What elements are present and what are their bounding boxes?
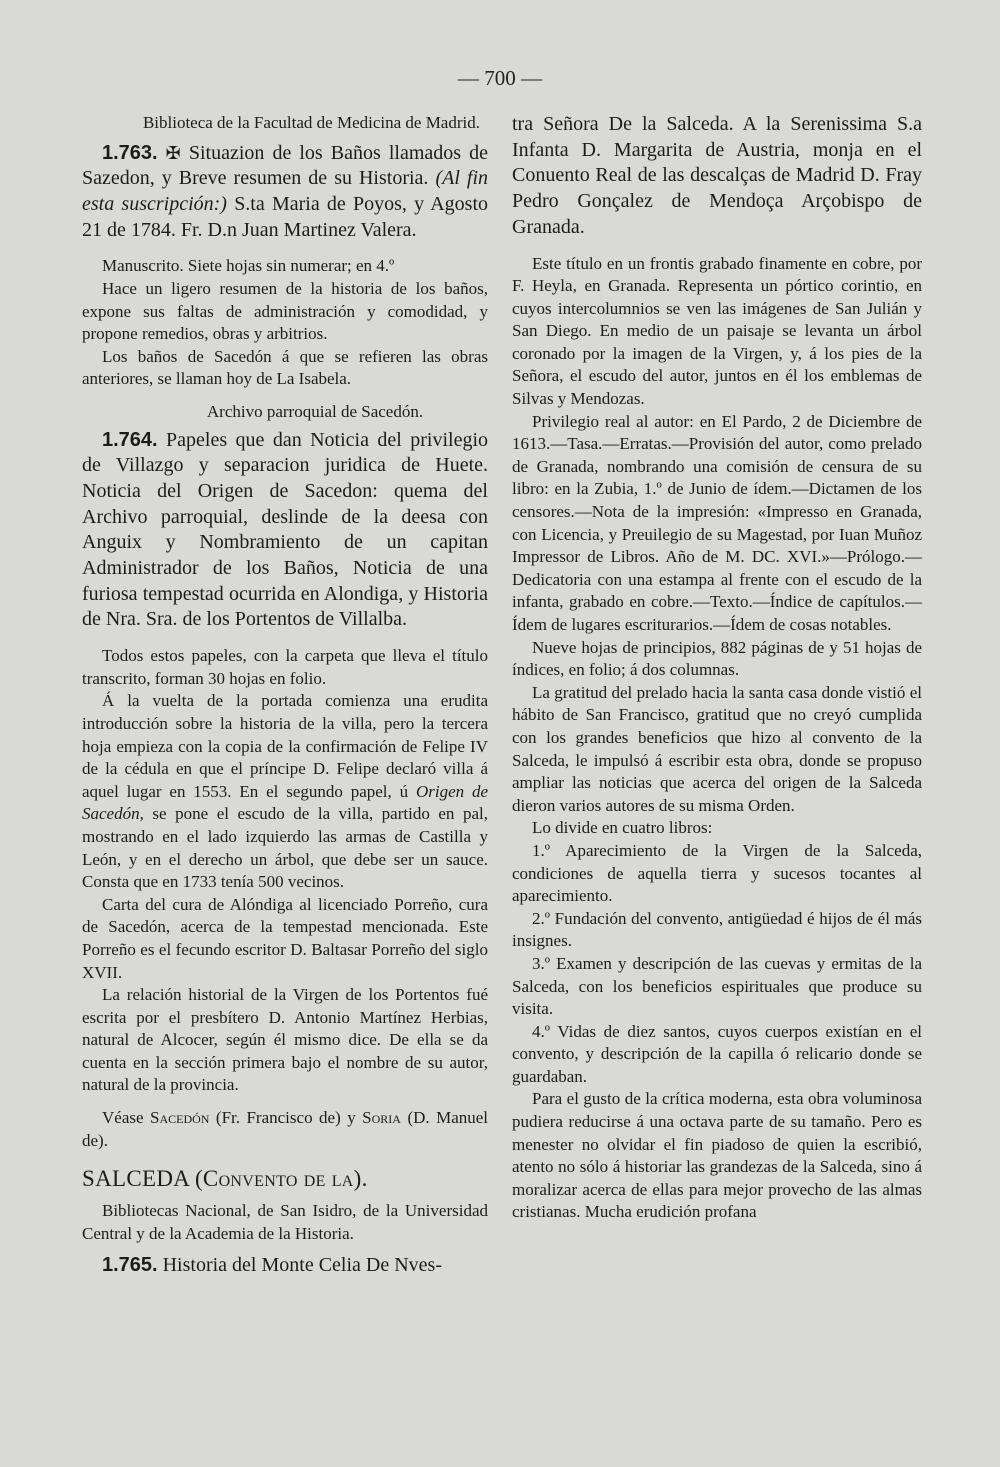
- vease-text-2: (Fr. Francisco de) y: [215, 1108, 356, 1128]
- section-heading-salceda: [82, 1164, 488, 1194]
- library-note-1765: Bibliotecas Nacional, de San Isidro, de la Universidad Central y de la Academia de la Historia.: [82, 1201, 488, 1243]
- list-item-libro-2: 2.º Fundación del convento, antigüedad é hijos de él más insignes.: [512, 908, 922, 951]
- left-column: [82, 112, 488, 1279]
- entry-1763: [82, 141, 488, 244]
- paragraph-privilegio: Privilegio real al autor: en El Pardo, 2 de Diciembre de 1613.—Tasa.—Erratas.—Provisión del autor, como prelado de Granada, nombrando una comisión de censura de su libro: en la Zubia, 1.º de Junio de ídem.—Dictamen de los censores.—Nota de la impresión: «Impresso en Granada, con Licencia, y Preuilegio de su Magestad, por Iuan Muñoz Impressor de Libros. Año de M. DC. XVI.»—Prólogo.—Dedicatoria con una estampa al frente con el escudo de la infanta, grabado en cobre.—Texto.—Índice de capítulos.—Ídem de lugares escriturarios.—Ídem de cosas notables.: [512, 411, 922, 635]
- paragraph-divide: Lo divide en cuatro libros:: [532, 818, 713, 838]
- entry-1765: [82, 1253, 488, 1279]
- paragraph-vease: [82, 1107, 488, 1152]
- paragraph-frontis: Este título en un frontis grabado finamente en cobre, por F. Heyla, en Granada. Representa un pórtico corintio, en cuyos intercolumnios se ven las imágenes de San Julián y San Diego. En medio de un paisaje se levanta un árbol coronado por la imagen de la Virgen, y, á los pies de la Señora, el escudo del autor, juntos en él los emblemas de Silvas y Mendozas.: [512, 253, 922, 409]
- description-1763-summary: Hace un ligero resumen de la historia de los baños, expone sus faltas de administración y comodidad, y propone remedios, obras y arbitrios.: [82, 279, 488, 344]
- entry-number-1764: 1.764.: [102, 428, 158, 451]
- cross-icon: ✠: [165, 142, 181, 164]
- library-note-1763: Biblioteca de la Facultad de Medicina de Madrid.: [142, 113, 480, 132]
- entry-1763-title: Situazion de los Baños llamados de Sazedon, y Breve resumen de su Historia.: [82, 141, 488, 190]
- page-number: — 700 —: [458, 66, 542, 90]
- entry-1764-title: Papeles que dan Noticia del privilegio de Villazgo y separacion juridica de Huete. Noticia del Origen de Sacedon: quema del Archivo parroquial, deslinde de la deesa con Anguix y Nombramiento de un capitan Administrador de los Baños, Noticia de una furiosa tempestad ocurrida en Alondiga, y Historia de Nra. Sra. de los Portentos de Villalba.: [82, 428, 489, 631]
- paragraph-vuelta: [82, 690, 488, 893]
- right-column: [512, 112, 922, 1224]
- entry-number-1765: 1.765.: [102, 1254, 158, 1277]
- paragraph-vuelta-italic: Origen de Sacedón,: [82, 781, 488, 824]
- paragraph-carta: Carta del cura de Alóndiga al licenciado Porreño, cura de Sacedón, acerca de la tempestad mencionada. Este Porreño es el fecundo escritor D. Baltasar Porreño del siglo XVII.: [82, 894, 488, 982]
- list-item-libro-1: 1.º Aparecimiento de la Virgen de la Salceda, condiciones de aquella tierra y sucesos tocantes al aparecimiento.: [512, 840, 922, 906]
- paragraph-relacion: La relación historial de la Virgen de los Portentos fué escrita por el presbítero D. Antonio Martínez Herbias, natural de Alcocer, según él mismo dice. De ella se da cuenta en la sección primera bajo el nombre de su autor, natural de la provincia.: [82, 985, 488, 1095]
- section-heading-sub: (Convento de la).: [194, 1166, 368, 1192]
- entry-1764: [82, 428, 488, 634]
- description-1763-note: Los baños de Sacedón á que se refieren las obras anteriores, se llaman hoy de La Isabela.: [82, 346, 488, 389]
- paragraph-gusto: Para el gusto de la crítica moderna, esta obra voluminosa pudiera reducirse á una octava parte de su tamaño. Pero es menester no olvidar el fin piadoso de quien la escribió, atento no sólo á historiar las grandezas de la Salceda, sino á moralizar acerca de ellas para mejor provecho de las almas cristianas. Mucha erudición profana: [512, 1089, 922, 1222]
- paragraph-nueve-hojas: Nueve hojas de principios, 882 páginas de y 51 hojas de índices, en folio; á dos columnas.: [512, 637, 922, 680]
- vease-text-1: Véase: [102, 1108, 144, 1128]
- paragraph-gratitud: La gratitud del prelado hacia la santa casa donde vistió el hábito de San Francisco, gratitud que no creyó cumplida con los grandes beneficios que hizo al convento de la Salceda, le impulsó á escribir esta obra, donde se propuso ampliar las noticias que acerca del origen de la Salceda dieron varios autores de su misma Orden.: [512, 682, 922, 815]
- entry-1763-author: S.ta Maria de Poyos, y Agosto 21 de 1784. Fr. D.n Juan Martinez Valera.: [82, 193, 488, 241]
- list-item-libro-4: 4.º Vidas de diez santos, cuyos cuerpos existían en el convento, y descripción de la capilla ó relicario donde se guardaban.: [512, 1021, 922, 1086]
- entry-number-1763: 1.763.: [102, 141, 158, 164]
- section-heading-main: SALCEDA: [82, 1166, 189, 1192]
- vease-ref-sacedon: Sacedón: [150, 1108, 210, 1128]
- paragraph-vuelta-text-2: se pone el escudo de la villa, partido en pal, mostrando en el lado izquierdo las armas de Castilla y León, y en el derecho un árbol, que debe ser un sauce. Consta que en 1733 tenía 500 vecinos.: [82, 804, 488, 892]
- paragraph-todos: Todos estos papeles, con la carpeta que lleva el título transcrito, forman 30 hojas en folio.: [82, 646, 488, 688]
- vease-text-3: (D. Manuel de).: [82, 1108, 489, 1150]
- list-item-libro-3: 3.º Examen y descripción de las cuevas y ermitas de la Salceda, con los beneficios espirituales que produce su visita.: [512, 953, 922, 1019]
- paragraph-vuelta-text-1: Á la vuelta de la portada comienza una erudita introducción sobre la historia de la villa, pero la tercera hoja empieza con la copia de la confirmación de Felipe IV de la cédula en que el príncipe D. Felipe declaró villa á aquel lugar en 1553. En el segundo papel, ú: [82, 691, 488, 801]
- description-1763-format: Manuscrito. Siete hojas sin numerar; en 4.º: [102, 256, 395, 276]
- archive-note-1764: Archivo parroquial de Sacedón.: [206, 401, 424, 421]
- vease-ref-soria: Soria: [362, 1108, 401, 1128]
- entry-1765-title-continued: tra Señora De la Salceda. A la Serenissima S.a Infanta D. Margarita de Austria, monja en el Conuento Real de las descalças de Madrid D. Fray Pedro Gonçalez de Mendoça Arçobispo de Granada.: [512, 113, 922, 238]
- entry-1765-title-start: Historia del Monte Celia De Nves-: [162, 1254, 442, 1277]
- entry-1763-subscription: (Al fin esta suscripción:): [82, 167, 489, 215]
